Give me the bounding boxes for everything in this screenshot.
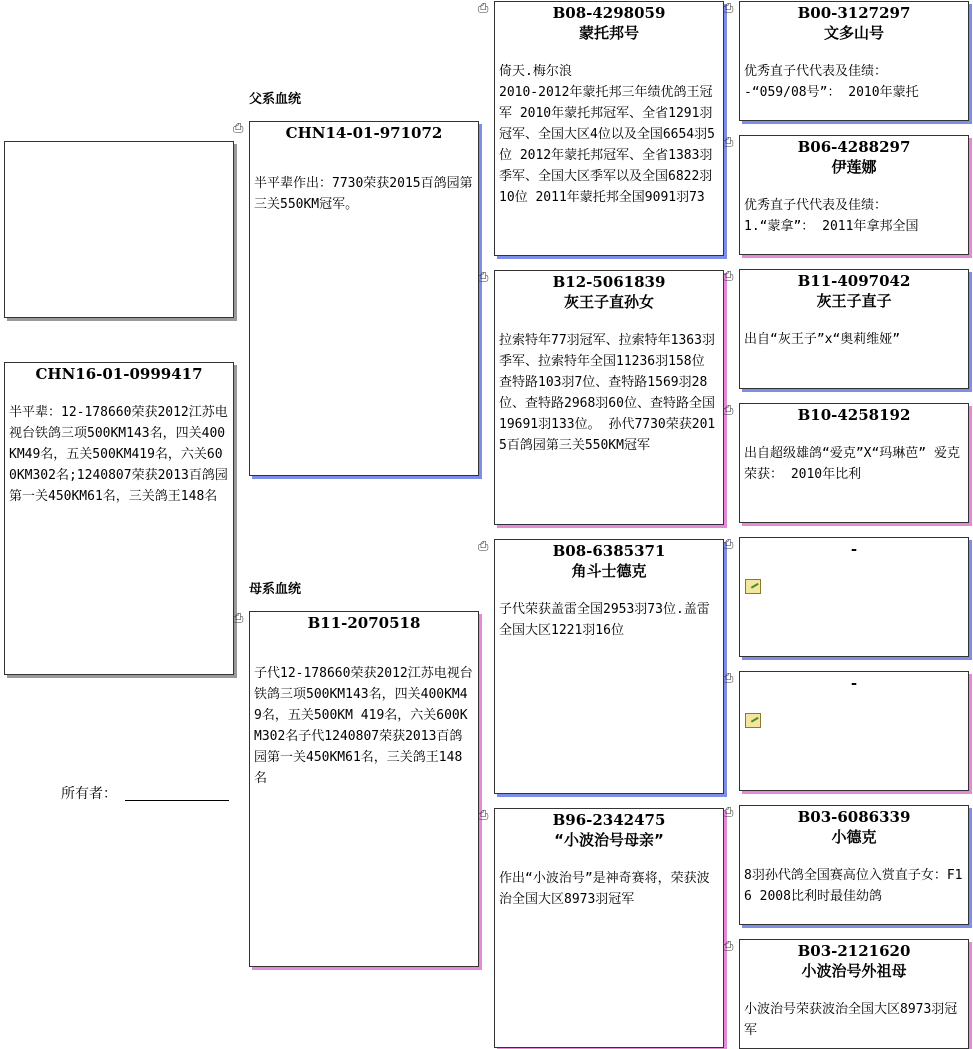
sire-desc: 半平辈作出：7730荣获2015百鸽园第三关550KM冠军。 <box>254 176 473 212</box>
sire-ring: CHN14-01-971072 <box>285 124 443 142</box>
ggp-card-7 <box>739 805 969 925</box>
ggp-name: 灰王子直子 <box>816 292 892 310</box>
pigeon-ring-icon: ⎙ <box>723 1 734 16</box>
ggp-card-6 <box>739 671 969 791</box>
sire-dam-desc: 拉索特年77羽冠军、拉索特年1363羽季军、拉索特年全国11236羽158位 查特路103羽7位、查特路1569羽28位、查特路2968羽60位、查特路全国19691羽133位。 孙代7730荣获2015百鸽园第三关550KM冠军 <box>499 333 716 453</box>
ggp-ring: B00-3127297 <box>797 4 911 22</box>
ggp-desc: 优秀直子代代表及佳绩： -“059/08号”： 2010年蒙托 <box>744 64 919 100</box>
ggp-card-5 <box>739 537 969 657</box>
ggp-desc: 出自“灰王子”x“奥莉维娅” <box>744 332 901 347</box>
ggp-desc: 优秀直子代代表及佳绩： 1.“蒙拿”： 2011年拿邦全国 <box>744 198 919 234</box>
pigeon-ring-icon: ⎙ <box>723 671 734 686</box>
pigeon-ring-icon: ⎙ <box>723 135 734 150</box>
dam-sire-card <box>494 539 724 794</box>
ggp-ring: B10-4258192 <box>797 406 911 424</box>
ggp-ring: B11-4097042 <box>797 272 911 290</box>
pigeon-ring-icon: ⎙ <box>723 269 734 284</box>
dam-dam-card <box>494 808 724 1048</box>
subject-ring: CHN16-01-0999417 <box>35 365 203 383</box>
sire-dam-name: 灰王子直孙女 <box>563 293 654 311</box>
dam-dam-name: “小波治号母亲” <box>554 831 664 849</box>
dam-card <box>249 611 479 967</box>
ggp-desc: 出自超级雄鸽“爱克”X“玛琳芭” 爱克荣获： 2010年比利 <box>744 446 960 482</box>
owner-field[interactable] <box>125 800 229 801</box>
ggp-card-1 <box>739 1 969 121</box>
ggp-name: 小德克 <box>831 828 877 846</box>
sire-line-label: 父系血统 <box>249 92 302 107</box>
dam-sire-desc: 子代荣获盖雷全国2953羽73位.盖雷全国大区1221羽16位 <box>499 602 710 638</box>
ggp-ring: - <box>850 540 858 558</box>
ggp-card-2 <box>739 135 969 255</box>
ggp-ring: B03-6086339 <box>797 808 911 826</box>
sire-sire-desc: 倚天.梅尔浪 2010-2012年蒙托邦三年绩优鸽王冠军 2010年蒙托邦冠军、全省1291羽冠军、全国大区4位以及全国6654羽5位 2012年蒙托邦冠军、全省1383羽季军、全国大区季军以及全国6822羽10位 2011年蒙托邦全国9091羽73 <box>499 64 715 205</box>
ggp-name: 小波治号外祖母 <box>801 962 907 980</box>
note-icon[interactable] <box>745 579 761 594</box>
pigeon-ring-icon: ⎙ <box>723 805 734 820</box>
pigeon-ring-icon: ⎙ <box>233 121 244 136</box>
sire-sire-ring: B08-4298059 <box>552 4 666 22</box>
pigeon-ring-icon: ⎙ <box>723 403 734 418</box>
sire-dam-ring: B12-5061839 <box>552 273 666 291</box>
dam-line-label: 母系血统 <box>249 582 302 597</box>
ggp-ring: B03-2121620 <box>797 942 911 960</box>
subject-card <box>4 362 234 675</box>
dam-sire-ring: B08-6385371 <box>552 542 666 560</box>
ggp-ring: B06-4288297 <box>797 138 911 156</box>
ggp-desc: 小波治号荣获波治全国大区8973羽冠军 <box>744 1002 958 1038</box>
note-icon[interactable] <box>745 713 761 728</box>
sire-sire-card <box>494 1 724 256</box>
sire-sire-name: 蒙托邦号 <box>578 24 639 42</box>
dam-ring: B11-2070518 <box>307 614 421 632</box>
dam-desc: 子代12-178660荣获2012江苏电视台铁鸽三项500KM143名，四关400KM49名，五关500KM 419名，六关600KM302名子代1240807荣获2013百鸽园第一关450KM61名，三关鸽王148名 <box>254 666 473 786</box>
dam-dam-ring: B96-2342475 <box>552 811 666 829</box>
ggp-name: 文多山号 <box>823 24 884 42</box>
pigeon-ring-icon: ⎙ <box>233 611 244 626</box>
sire-card <box>249 121 479 476</box>
dam-dam-desc: 作出“小波治号”是神奇赛将，荣获波治全国大区8973羽冠军 <box>499 871 710 907</box>
sire-dam-card <box>494 270 724 525</box>
ggp-card-4 <box>739 403 969 523</box>
pigeon-ring-icon: ⎙ <box>478 539 489 554</box>
ggp-ring: - <box>850 674 858 692</box>
photo-box <box>4 141 234 318</box>
ggp-desc: 8羽孙代鸽全国赛高位入赏直子女：F16 2008比利时最佳幼鸽 <box>744 868 963 904</box>
pigeon-ring-icon: ⎙ <box>478 270 489 285</box>
ggp-name: 伊莲娜 <box>831 158 877 176</box>
pigeon-ring-icon: ⎙ <box>723 939 734 954</box>
ggp-card-3 <box>739 269 969 389</box>
dam-sire-name: 角斗士德克 <box>571 562 647 580</box>
subject-desc: 半平辈：12-178660荣获2012江苏电视台铁鸽三项500KM143名，四关400KM49名，五关500KM419名，六关600KM302名;1240807荣获2013百鸽园第一关450KM61名，三关鸽王148名 <box>9 405 228 504</box>
pigeon-ring-icon: ⎙ <box>723 537 734 552</box>
owner-label: 所有者： <box>61 786 117 802</box>
pigeon-ring-icon: ⎙ <box>478 1 489 16</box>
pigeon-ring-icon: ⎙ <box>478 808 489 823</box>
